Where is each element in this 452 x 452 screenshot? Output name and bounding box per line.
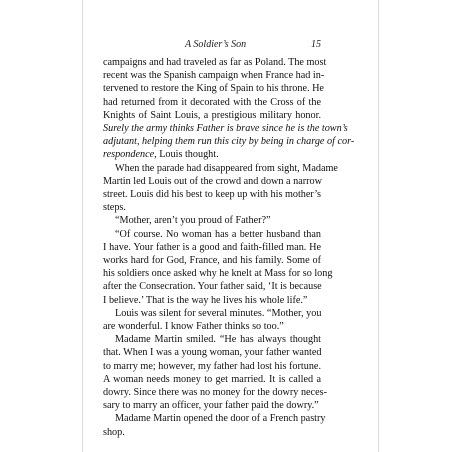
text-line (103, 214, 321, 227)
text-run: street. Louis did his best to keep up with his mother’s (103, 189, 321, 201)
text-line (103, 122, 348, 135)
text-line (103, 241, 321, 254)
text-run: Madame Martin smiled. “He has always thought (115, 334, 321, 346)
text-line (103, 294, 321, 307)
text-line (103, 267, 333, 280)
text-run: Madame Martin opened the door of a French pastry (115, 413, 326, 425)
text-run: A woman needs money to get married. It is called a (103, 373, 321, 385)
text-line (103, 412, 326, 425)
text-line (103, 201, 321, 214)
text-run: are wonderful. I know Father thinks so too.” (103, 321, 284, 333)
text-run: I have. Your father is a good and faith-filled man. He (103, 241, 321, 253)
text-run: dowry. Since there was no money for the dowry neces- (103, 387, 327, 399)
text-run: I believe.’ That is the way he lives his whole life.” (103, 294, 308, 306)
text-line (103, 373, 321, 386)
paragraph (103, 333, 327, 412)
page-number: 15 (311, 39, 321, 50)
text-run: his soldiers once asked why he knelt at Mass for so long (103, 268, 333, 280)
text-run: tervened to restore the King of Spain to his throne. He (103, 83, 324, 95)
text-line (103, 56, 327, 69)
paragraph (103, 307, 321, 333)
text-run: after the Consecration. Your father said, ‘It is because (103, 281, 322, 293)
paragraph (103, 56, 355, 162)
paragraph (103, 228, 333, 307)
text-line (103, 175, 321, 188)
text-run: recent was the Spanish campaign when France had in- (103, 70, 325, 82)
text-line (103, 320, 321, 333)
text-run: When the parade had disappeared from sight, Madame (115, 162, 338, 174)
text-run: works hard for God, France, and his family. Some of (103, 255, 321, 267)
text-line (103, 280, 321, 293)
text-line (103, 69, 325, 82)
text-line (103, 96, 321, 109)
text-line (103, 333, 321, 346)
text-line (103, 254, 321, 267)
text-line (103, 148, 321, 161)
text-run: Martin led Louis out of the crowd and down a narrow (103, 175, 322, 187)
text-line (103, 360, 321, 373)
text-line (103, 82, 324, 95)
text-line (103, 135, 355, 148)
running-head (103, 39, 321, 53)
text-line (103, 307, 321, 320)
text-run: steps. (103, 202, 126, 214)
text-line (103, 188, 321, 201)
text-run: Knights of Saint Louis, a prestigious military honor. (103, 109, 321, 121)
italic-run: Surely the army thinks Father is brave since he is the town’s (103, 123, 348, 135)
paragraph (103, 214, 321, 227)
text-line (103, 386, 327, 399)
text-run: sary to marry an officer, your father paid the dowry.” (103, 400, 319, 412)
paragraph (103, 162, 338, 215)
paragraph (103, 412, 326, 438)
running-title: A Soldier’s Son (185, 39, 247, 50)
text-line (103, 346, 321, 359)
italic-run: respondence, (103, 149, 157, 161)
text-line (103, 109, 321, 122)
text-line (103, 162, 338, 175)
text-run: that. When I was a young woman, your father wanted (103, 347, 322, 359)
text-run: campaigns and had traveled as far as Poland. The most (103, 57, 327, 68)
text-run: had returned from it decorated with the Cross of the (103, 96, 321, 108)
text-run: Louis thought. (156, 149, 219, 161)
text-run: Louis was silent for several minutes. “Mother, you (115, 307, 322, 319)
text-run: shop. (103, 426, 125, 438)
text-line (103, 228, 321, 241)
text-run: “Of course. No woman has a better husband than (115, 228, 321, 240)
text-run: to marry me; however, my father had lost his fortune. (103, 360, 321, 372)
text-line (103, 399, 321, 412)
text-line (103, 426, 321, 439)
body-text (103, 56, 355, 439)
italic-run: adjutant, helping them run this city by being in charge of cor- (103, 136, 355, 148)
text-run: “Mother, aren’t you proud of Father?” (115, 215, 271, 227)
